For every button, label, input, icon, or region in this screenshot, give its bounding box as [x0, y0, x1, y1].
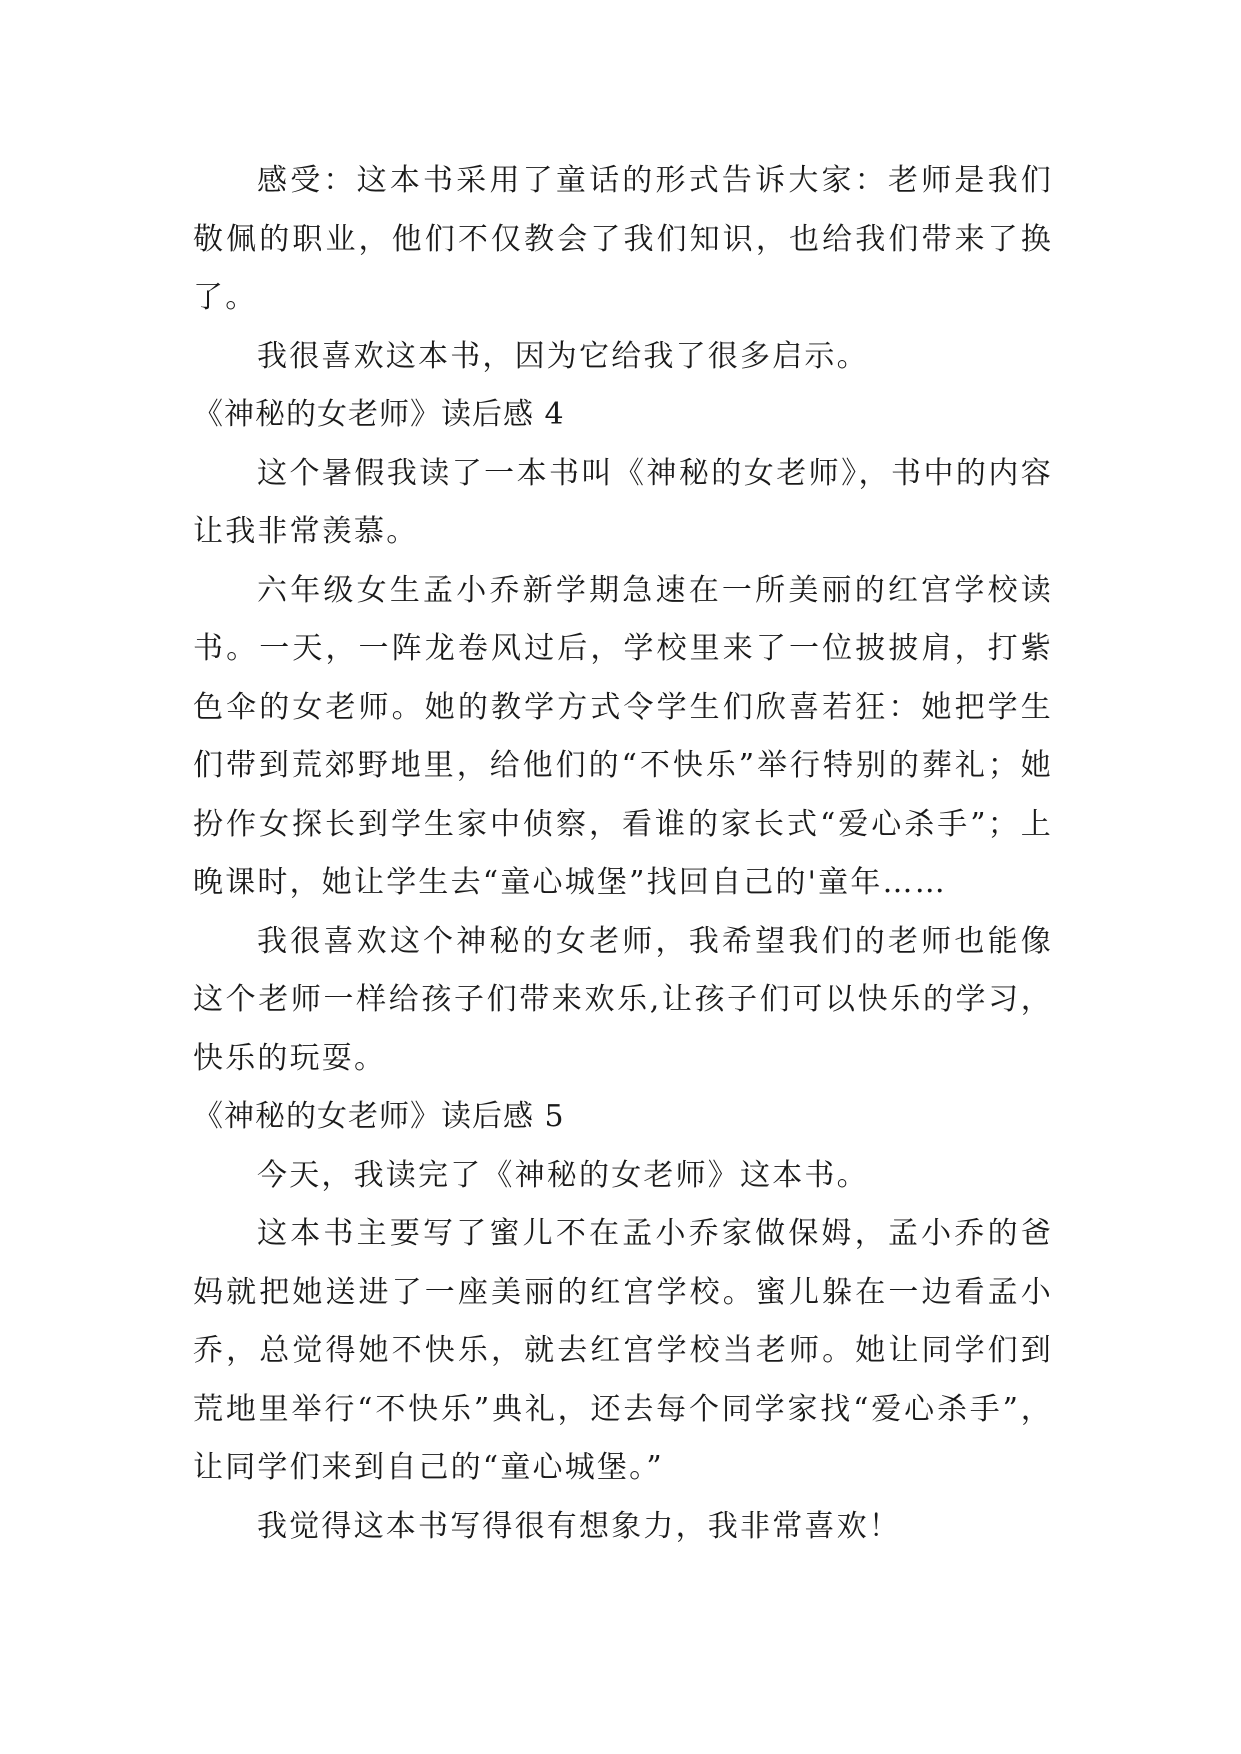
section-heading-4: 《神秘的女老师》读后感 4 [193, 397, 565, 432]
paragraph-conclusion: 我觉得这本书写得很有想象力，我非常喜欢！ [257, 1508, 901, 1544]
paragraph-today: 今天，我读完了《神秘的女老师》这本书。 [257, 1157, 869, 1193]
paragraph-wish: 我很喜欢这个神秘的女老师，我希望我们的老师也能像这个老师一样给孩子们带来欢乐,让孩子们可以快乐的学习，快乐的玩耍。 [193, 923, 1053, 1076]
paragraph-like-book: 我很喜欢这本书，因为它给我了很多启示。 [257, 338, 869, 374]
paragraph-summer-reading: 这个暑假我读了一本书叫《神秘的女老师》，书中的内容让我非常羡慕。 [193, 455, 1053, 549]
paragraph-book-content: 这本书主要写了蜜儿不在孟小乔家做保姆，孟小乔的爸妈就把她送进了一座美丽的红宫学校。蜜儿躲在一边看孟小乔，总觉得她不快乐，就去红宫学校当老师。她让同学们到荒地里举行“不快乐”典礼，还去每个同学家找“爱心杀手”，让同学们来到自己的“童心城堡。” [193, 1216, 1053, 1485]
section-heading-5: 《神秘的女老师》读后感 5 [193, 1099, 565, 1134]
document-body [193, 152, 1053, 1556]
paragraph-story-summary: 六年级女生孟小乔新学期急速在一所美丽的红宫学校读书。一天，一阵龙卷风过后，学校里来了一位披披肩，打紫色伞的女老师。她的教学方式令学生们欣喜若狂：她把学生们带到荒郊野地里，给他们的“不快乐”举行特别的葬礼；她扮作女探长到学生家中侦察，看谁的家长式“爱心杀手”；上晚课时，她让学生去“童心城堡”找回自己的'童年…… [193, 572, 1053, 900]
paragraph-feeling: 感受：这本书采用了童话的形式告诉大家：老师是我们敬佩的职业，他们不仅教会了我们知识，也给我们带来了换了。 [193, 163, 1053, 315]
